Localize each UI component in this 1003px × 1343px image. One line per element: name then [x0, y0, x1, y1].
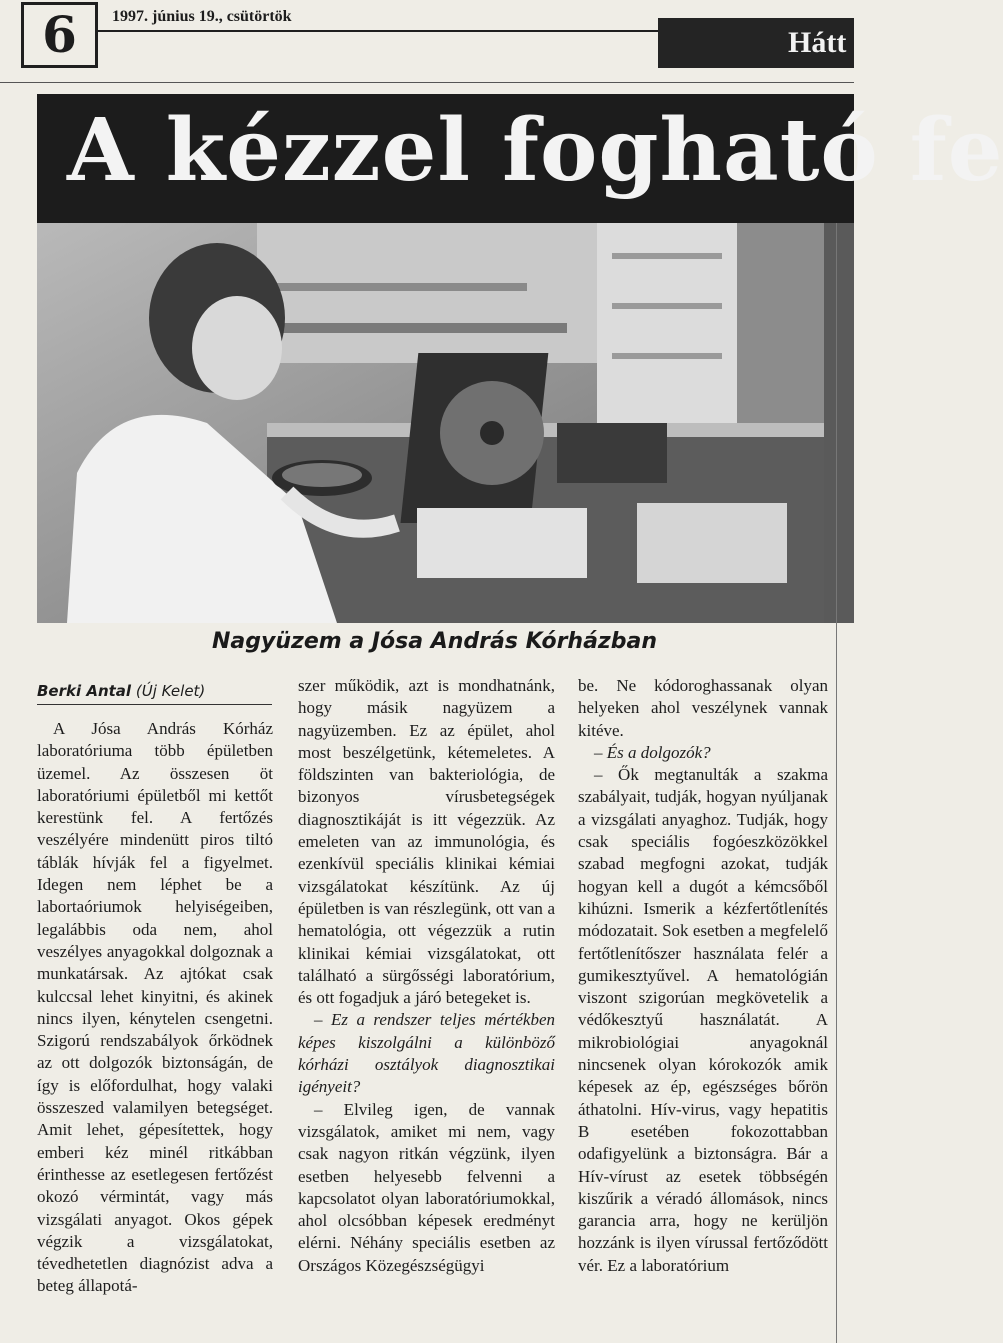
header-rule — [98, 30, 658, 32]
author-name: Berki Antal — [37, 682, 132, 700]
laboratory-photo — [37, 223, 824, 623]
photo-caption: Nagyüzem a Jósa András Kórházban — [212, 629, 657, 654]
photo-side-strip — [824, 223, 854, 623]
headline-banner — [37, 94, 1003, 223]
headline: A kézzel fogható fe — [67, 100, 1003, 201]
interview-question: – És a dolgozók? — [594, 742, 711, 762]
article-column-2 — [298, 675, 555, 1277]
article-column-3 — [578, 675, 828, 1277]
byline — [37, 682, 272, 705]
paragraph: – Ők megtanulták a szakma szabályait, tudják, hogyan nyúljanak a vizsgálati anyaghoz. Tudják, hogy csak speciális fogóeszközökkel szabad megfogni azokat, tudják hogyan kell a dugót a kémcsőből kihúzni. Ismerik a kézfertőtlenítés módozatait. Sok esetben a megfelelő fertőtlenítőszer használata felér a gumikesztyűvel. A hematológián viszont szigorúan megkövetelik a védőkesztyű használatát. A mikrobiológiai anyagoknál nincsenek olyan kórokozók amik képesek az ép, egészséges bőrön áthatolni. Hív-virus, vagy hepatitis B esetében fokozottabban odafigyelünk a biztonságra. Bár a Hív-vírust az esetek többségén kiszűrik a véradó állomások, nincs garancia arra, hogy ne kerüljön hozzánk is ilyen vírussal fertőződött vér. Ez a laboratórium — [578, 765, 828, 1275]
header-thin-rule — [0, 82, 854, 83]
author-source: (Új Kelet) — [135, 682, 206, 700]
issue-date: 1997. június 19., csütörtök — [112, 8, 292, 25]
column-rule — [836, 223, 837, 1343]
paragraph: be. Ne kódoroghassanak olyan helyeken ahol veszélynek vannak kitéve. — [578, 676, 828, 740]
section-rubric: Hátt — [658, 18, 854, 68]
paragraph: A Jósa András Kórház laboratóriuma több épületben üzemel. Az összesen öt laboratóriumi épületből mi kettőt kerestünk fel. A fertőzés veszélyére mindenütt piros tiltó táblák hívják fel a figyelmet. Idegen nem léphet be a labortaóriumok helyiségeiben, legalábbis oda nem, ahol veszélyes anyagokkal dolgoznak a munkatársak. Az ajtókat csak kulccsal lehet kinyitni, és akinek nincs ilyen, kénytelen csengetni. Szigorú rendszabályok őrködnek az ott dolgozók biztonságán, de így is előfordulhat, hogy valaki összeszed valamilyen betegséget. Amit lehet, gépesítettek, hogy emberi kéz minél ritkábban érinthesse az esetlegesen fertőzést okozó vérmintát, vagy más vizsgálati anyagot. Okos gépek végzik a vizsgálatokat, tévedhetetlen diagnózist adva a beteg állapotá- — [37, 719, 273, 1296]
interview-question: – Ez a rendszer teljes mértékben képes kiszolgálni a különböző kórházi osztályok diagnosztikai igényeit? — [298, 1010, 555, 1097]
paragraph: – Elvileg igen, de vannak vizsgálatok, amiket mi nem, vagy csak nagyon ritkán végzünk, ilyen esetben helyesebb felvenni a kapcsolatot olyan laboratóriumokkal, ahol olcsóbban képesek eredményt elérni. Néhány speciális esetben az Országos Közegészségügyi — [298, 1099, 555, 1275]
article-column-1 — [37, 718, 273, 1298]
page-number: 6 — [21, 2, 98, 68]
paragraph: szer működik, azt is mondhatnánk, hogy másik nagyüzem a nagyüzemben. Ez az épület, ahol most beszélgetünk, kétemeletes. A földszinten van bakteriológia, de bizonyos vírusbetegségek diagnosztikáját is itt végezzük. Az emeleten van az immunológia, és ezenkívül speciális klinikai kémiai vizsgálatokat készítünk. Az új épületben is van részlegünk, ott van a hematológia, ott végezzük a rutin klinikai kémiai vizsgálatokat, ott található a sürgősségi laboratórium, és ott fogadjuk a járó betegeket is. — [298, 676, 555, 1008]
